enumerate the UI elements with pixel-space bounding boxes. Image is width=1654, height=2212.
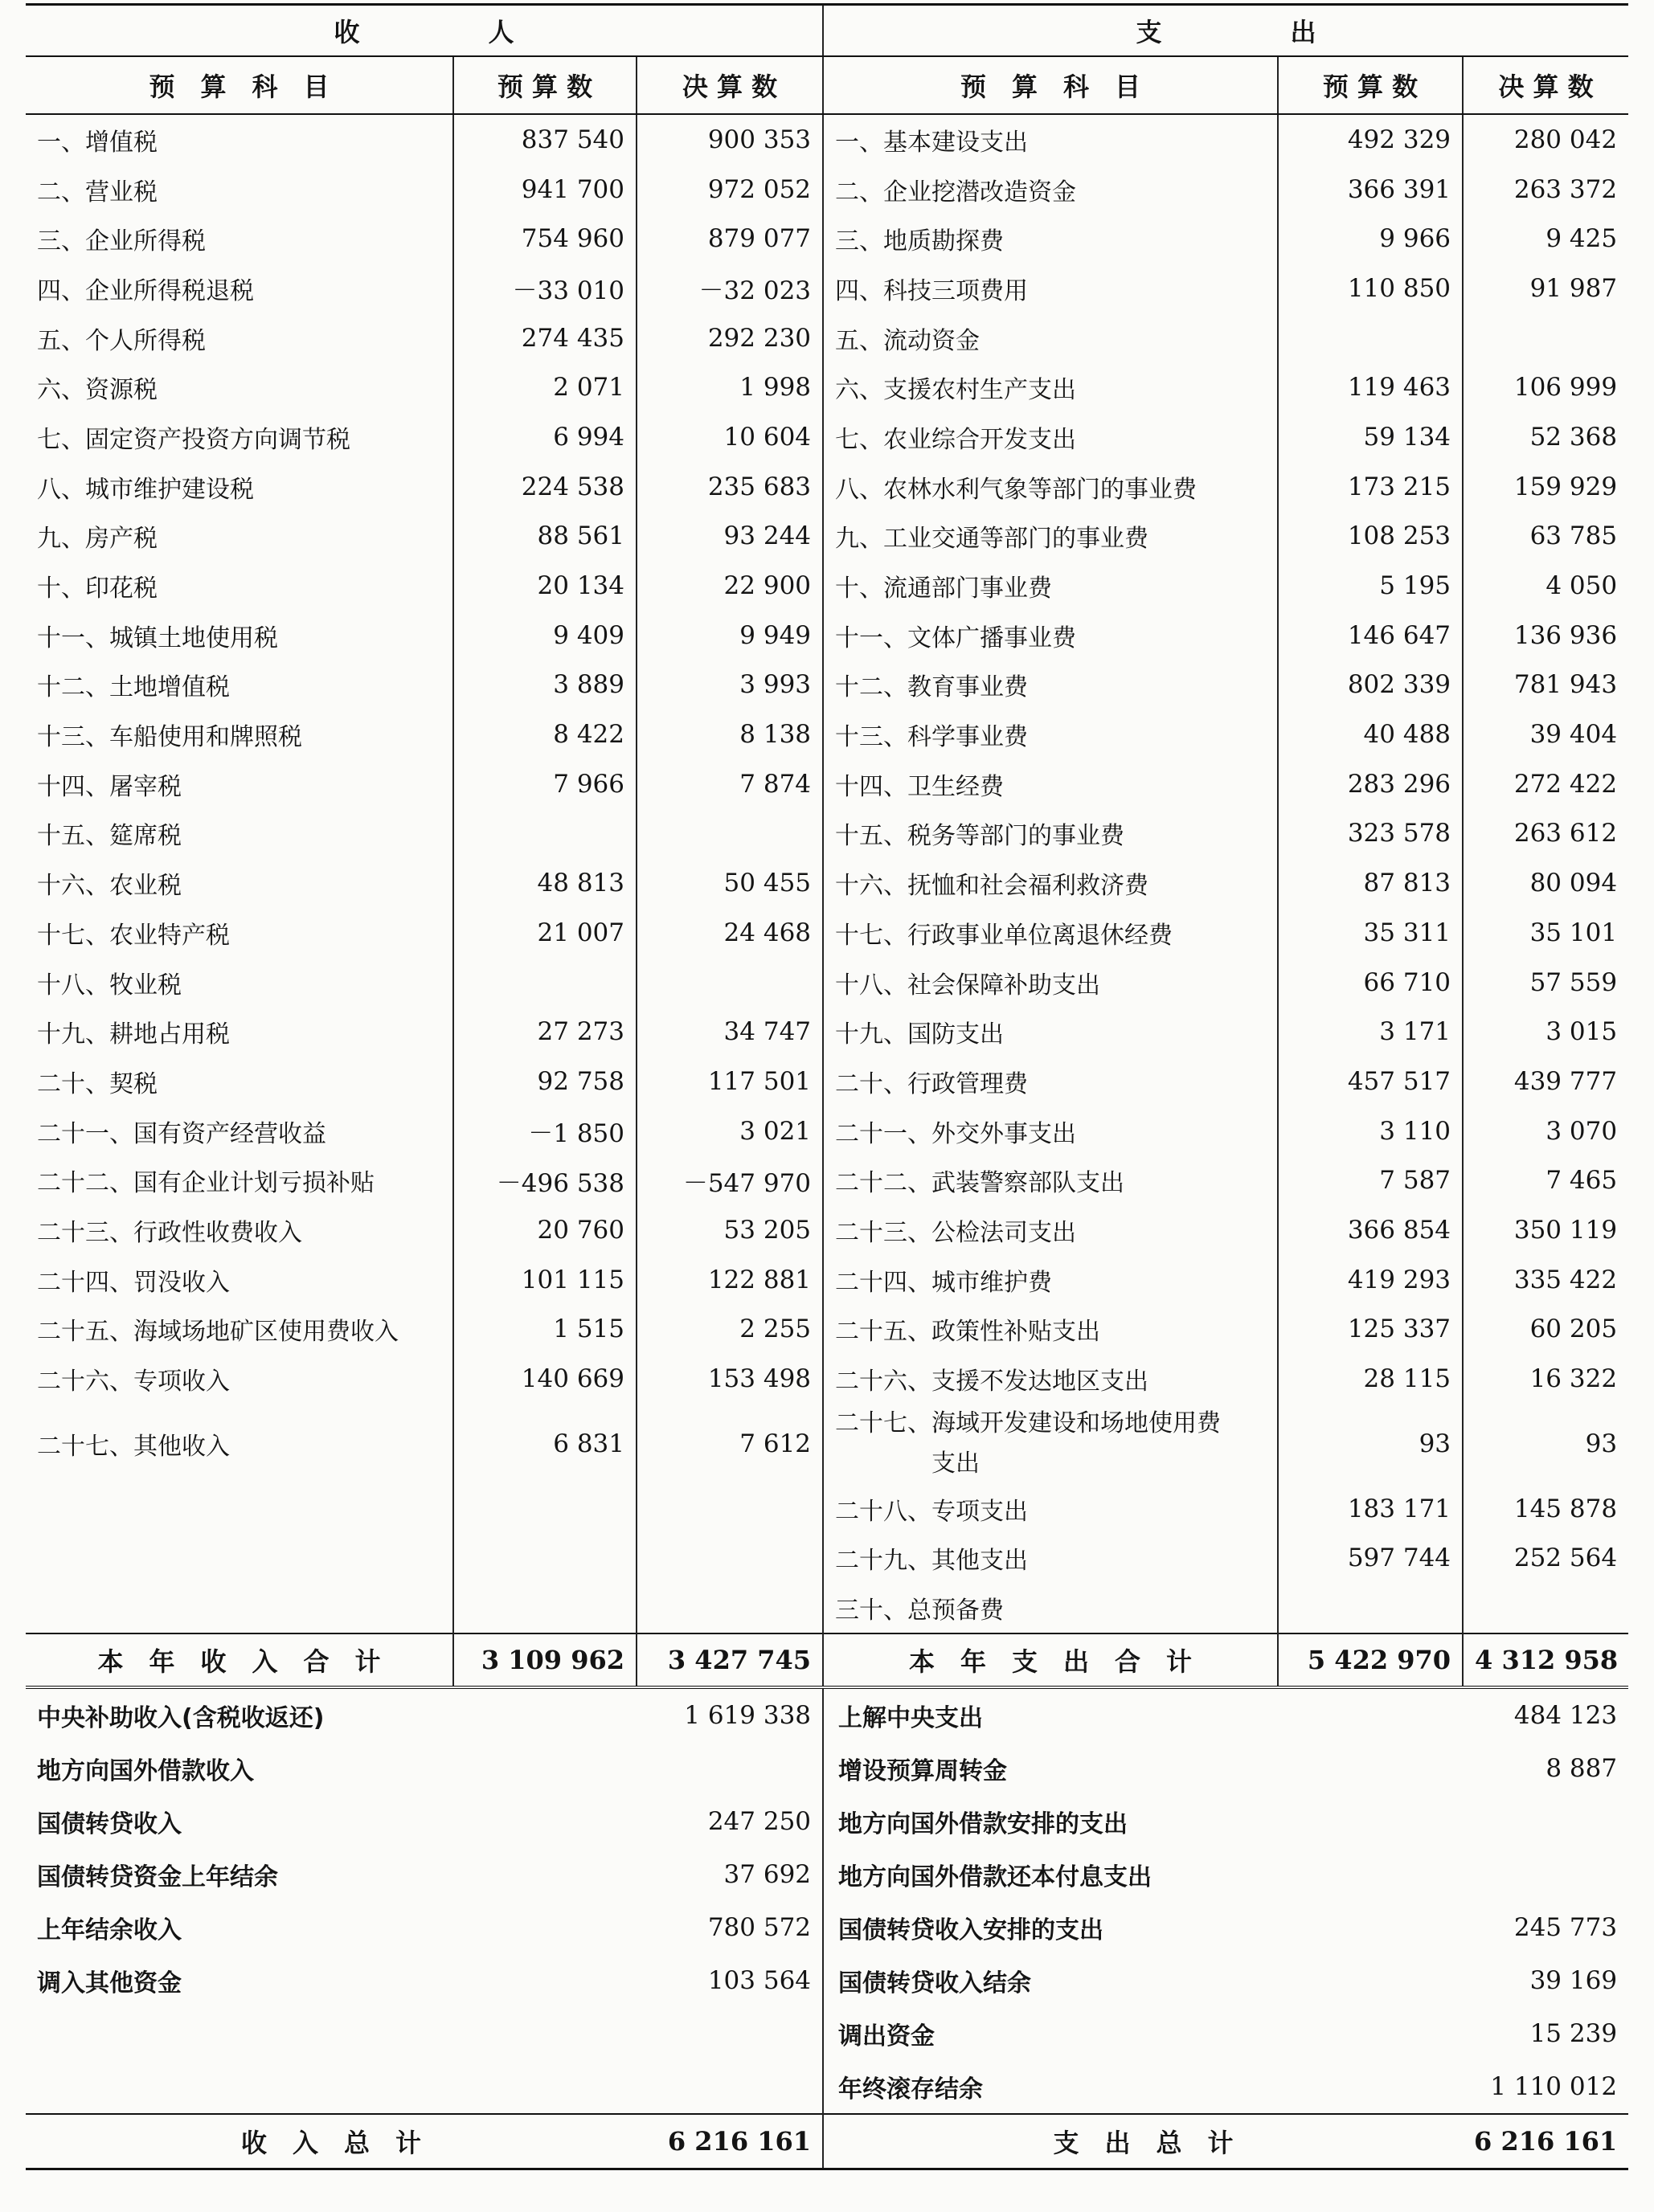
expense-item: 二十五、政策性补贴支出	[823, 1305, 1278, 1355]
table-row	[26, 1354, 1628, 1404]
expense-item: 二十六、支援不发达地区支出	[823, 1354, 1278, 1404]
expense-item: 二十三、公检法司支出	[823, 1205, 1278, 1255]
table-row	[26, 709, 1628, 759]
income-item: 二十四、罚没收入	[26, 1255, 453, 1305]
expense-budget-value: 146 647	[1278, 611, 1463, 660]
expense-budget-value: 183 171	[1278, 1484, 1463, 1534]
income-item: 二十三、行政性收费收入	[26, 1205, 453, 1255]
income-budget-value: 8 422	[453, 709, 637, 759]
table-row	[26, 313, 1628, 363]
expense-budget-value: 28 115	[1278, 1354, 1463, 1404]
expense-final-value: 52 368	[1529, 422, 1618, 452]
income-item: 十六、农业税	[26, 858, 453, 908]
income-item: 二十一、国有资产经营收益	[26, 1106, 453, 1156]
expense-final-value: 159 929	[1513, 472, 1618, 501]
table-row	[26, 1155, 1628, 1205]
table-row	[26, 264, 1628, 313]
expense-final-value: 39 404	[1529, 720, 1618, 750]
expense-final-value: 136 936	[1513, 620, 1618, 650]
expense-final-value: 272 422	[1513, 769, 1618, 799]
expense-item: 十九、国防支出	[823, 1007, 1278, 1057]
income-budget-value	[453, 1534, 637, 1584]
expense-budget-value: 87 813	[1278, 858, 1463, 908]
income-final-value	[637, 1484, 823, 1534]
table-row	[26, 2007, 1628, 2060]
expense-budget-value: 108 253	[1278, 512, 1463, 562]
income-final-value	[637, 1583, 823, 1633]
income-budget-value: 837 540	[453, 114, 637, 165]
expense-budget-value	[1278, 1583, 1463, 1633]
expense-item: 地方向国外借款还本付息支出	[838, 1862, 1152, 1891]
income-final-value: 292 230	[637, 313, 823, 363]
expense-item: 十五、税务等部门的事业费	[823, 809, 1278, 859]
expense-item: 十四、卫生经费	[823, 759, 1278, 809]
table-row	[26, 908, 1628, 958]
income-final-value: 1 998	[637, 362, 823, 412]
income-grand-total-label: 收 入 总 计	[26, 2114, 637, 2169]
expense-final-value: 93	[1585, 1429, 1618, 1458]
expense-final-value: 7 465	[1546, 1166, 1618, 1196]
expense-final-value: 39 169	[1529, 1965, 1618, 1995]
income-budget-value: 20 760	[453, 1205, 637, 1255]
income-final-value: 37 692	[637, 1848, 823, 1901]
income-budget-value	[453, 1484, 637, 1534]
expense-item: 六、支援农村生产支出	[823, 362, 1278, 412]
expense-budget-value: 125 337	[1278, 1305, 1463, 1355]
income-grand-total-value: 6 216 161	[637, 2114, 823, 2169]
header-column-row	[26, 56, 1628, 114]
expense-item: 上解中央支出	[838, 1703, 984, 1732]
table-row	[26, 1255, 1628, 1305]
expense-budget-value: 366 391	[1278, 165, 1463, 215]
income-final-value: 1 619 338	[637, 1687, 823, 1742]
expense-budget-value	[1278, 313, 1463, 363]
expense-item: 地方向国外借款安排的支出	[838, 1809, 1128, 1838]
expense-year-total-final: 4 312 958	[1463, 1633, 1628, 1687]
expense-item: 三十、总预备费	[823, 1583, 1278, 1633]
income-item: 六、资源税	[26, 362, 453, 412]
table-row	[26, 1106, 1628, 1156]
expense-final-value: 106 999	[1513, 373, 1618, 403]
income-final-value: 780 572	[637, 1901, 823, 1954]
table-row	[26, 1742, 1628, 1795]
expense-final-value: 781 943	[1513, 670, 1618, 700]
income-final-value: 7 612	[637, 1404, 823, 1484]
income-budget-value: 1 515	[453, 1305, 637, 1355]
expense-budget-header: 预 算 数	[1278, 56, 1463, 114]
income-item: 二十、契税	[26, 1057, 453, 1106]
income-budget-value: 27 273	[453, 1007, 637, 1057]
income-budget-value: 6 994	[453, 412, 637, 462]
income-final-value: 10 604	[637, 412, 823, 462]
expense-item: 三、地质勘探费	[823, 214, 1278, 264]
income-budget-value: 88 561	[453, 512, 637, 562]
income-item: 地方向国外借款收入	[37, 1756, 254, 1785]
table-row	[26, 1305, 1628, 1355]
table-row	[26, 809, 1628, 859]
expense-item: 二十八、专项支出	[823, 1484, 1278, 1534]
income-item: 二十七、其他收入	[26, 1404, 453, 1484]
expense-budget-value: 40 488	[1278, 709, 1463, 759]
income-final-value: 7 874	[637, 759, 823, 809]
income-final-value	[637, 1742, 823, 1795]
income-final-value: －32 023	[637, 264, 823, 313]
table-row	[26, 1901, 1628, 1954]
year-total-row	[26, 1633, 1628, 1687]
income-budget-value	[453, 809, 637, 859]
income-final-value: 3 021	[637, 1106, 823, 1156]
table-row	[26, 214, 1628, 264]
income-final-value: 22 900	[637, 561, 823, 611]
expense-budget-value: 9 966	[1278, 214, 1463, 264]
expense-item: 四、科技三项费用	[823, 264, 1278, 313]
income-budget-value: 754 960	[453, 214, 637, 264]
table-row	[26, 1795, 1628, 1848]
expense-final-value: 3 015	[1546, 1017, 1618, 1047]
table-row	[26, 611, 1628, 660]
income-item: 十八、牧业税	[26, 958, 453, 1008]
income-final-value	[637, 1534, 823, 1584]
table-row	[26, 462, 1628, 512]
budget-final-accounts-table	[26, 3, 1628, 2170]
table-row	[26, 1057, 1628, 1106]
income-final-value	[637, 809, 823, 859]
income-final-value: 50 455	[637, 858, 823, 908]
expense-item: 增设预算周转金	[838, 1756, 1008, 1785]
income-budget-value: 3 889	[453, 660, 637, 710]
expense-budget-value: 283 296	[1278, 759, 1463, 809]
income-budget-value: 140 669	[453, 1354, 637, 1404]
income-item: 调入其他资金	[37, 1969, 182, 1997]
expense-final-value: 3 070	[1546, 1116, 1618, 1146]
expense-budget-value: 3 110	[1278, 1106, 1463, 1156]
expense-budget-value: 110 850	[1278, 264, 1463, 313]
income-item	[26, 2060, 637, 2114]
income-budget-value: 2 071	[453, 362, 637, 412]
expense-budget-value: 7 587	[1278, 1155, 1463, 1205]
income-budget-value: 224 538	[453, 462, 637, 512]
expense-final-value	[1463, 1795, 1628, 1848]
expense-final-value: 484 123	[1513, 1700, 1618, 1730]
table-row	[26, 1954, 1628, 2007]
expense-year-total-budget: 5 422 970	[1278, 1633, 1463, 1687]
income-item: 上年结余收入	[37, 1916, 182, 1944]
expense-item: 二十一、外交外事支出	[823, 1106, 1278, 1156]
table-row	[26, 512, 1628, 562]
income-final-value: 235 683	[637, 462, 823, 512]
expense-header: 支 出	[823, 5, 1628, 57]
income-final-value: 9 949	[637, 611, 823, 660]
income-item: 国债转贷收入	[37, 1809, 182, 1838]
expense-budget-value: 366 854	[1278, 1205, 1463, 1255]
table-row	[26, 412, 1628, 462]
income-item: 二十六、专项收入	[26, 1354, 453, 1404]
income-budget-value: －496 538	[453, 1155, 637, 1205]
expense-final-value: 263 372	[1513, 174, 1618, 204]
expense-item: 十、流通部门事业费	[823, 561, 1278, 611]
income-item: 中央补助收入(含税收返还)	[37, 1703, 325, 1732]
expense-item: 五、流动资金	[823, 313, 1278, 363]
expense-item: 十六、抚恤和社会福利救济费	[823, 858, 1278, 908]
income-item: 十五、筵席税	[26, 809, 453, 859]
grand-total-row	[26, 2114, 1628, 2169]
income-final-value: －547 970	[637, 1155, 823, 1205]
table-row	[26, 1007, 1628, 1057]
income-item: 一、增值税	[26, 114, 453, 165]
income-item	[26, 2007, 637, 2060]
income-item: 二十五、海域场地矿区使用费收入	[26, 1305, 453, 1355]
income-final-value: 3 993	[637, 660, 823, 710]
expense-item: 十七、行政事业单位离退休经费	[823, 908, 1278, 958]
expense-final-value: 350 119	[1513, 1215, 1618, 1245]
expense-item: 二十、行政管理费	[823, 1057, 1278, 1106]
expense-item: 十二、教育事业费	[823, 660, 1278, 710]
table-row	[26, 958, 1628, 1008]
expense-final-value: 35 101	[1529, 918, 1618, 947]
income-budget-value: 101 115	[453, 1255, 637, 1305]
expense-final-value	[1463, 313, 1628, 363]
income-final-value: 117 501	[637, 1057, 823, 1106]
table-row	[26, 362, 1628, 412]
expense-item: 九、工业交通等部门的事业费	[823, 512, 1278, 562]
expense-final-value: 252 564	[1513, 1543, 1618, 1573]
table-row	[26, 1848, 1628, 1901]
expense-final-value: 145 878	[1513, 1494, 1618, 1523]
expense-budget-value: 3 171	[1278, 1007, 1463, 1057]
expense-final-value: 439 777	[1513, 1066, 1618, 1096]
income-item	[26, 1534, 453, 1584]
expense-final-value: 9 425	[1546, 224, 1618, 254]
income-item: 三、企业所得税	[26, 214, 453, 264]
income-final-value: 879 077	[637, 214, 823, 264]
income-final-value: 972 052	[637, 165, 823, 215]
table-row	[26, 2060, 1628, 2114]
expense-item: 十八、社会保障补助支出	[823, 958, 1278, 1008]
expense-item-line1: 二十七、海域开发建设和场地使用费	[835, 1409, 1222, 1437]
income-item: 十二、土地增值税	[26, 660, 453, 710]
expense-item-header: 预 算 科 目	[823, 56, 1278, 114]
income-budget-value: 21 007	[453, 908, 637, 958]
expense-final-value: 91 987	[1529, 273, 1618, 303]
expense-budget-value: 59 134	[1278, 412, 1463, 462]
income-item: 二十二、国有企业计划亏损补贴	[26, 1155, 453, 1205]
expense-final-value: 245 773	[1513, 1912, 1618, 1942]
expense-budget-value: 66 710	[1278, 958, 1463, 1008]
income-item: 十九、耕地占用税	[26, 1007, 453, 1057]
income-final-value: 122 881	[637, 1255, 823, 1305]
expense-item-line2: 支出	[931, 1449, 981, 1478]
expense-budget-value: 5 195	[1278, 561, 1463, 611]
expense-final-value	[1463, 1848, 1628, 1901]
expense-budget-value: 802 339	[1278, 660, 1463, 710]
income-budget-value: 7 966	[453, 759, 637, 809]
income-final-header: 决 算 数	[637, 56, 823, 114]
income-item: 八、城市维护建设税	[26, 462, 453, 512]
expense-final-value: 15 239	[1529, 2018, 1618, 2048]
income-item: 十七、农业特产税	[26, 908, 453, 958]
expense-final-value: 263 612	[1513, 819, 1618, 848]
income-item: 十一、城镇土地使用税	[26, 611, 453, 660]
income-year-total-budget: 3 109 962	[453, 1633, 637, 1687]
expense-final-value: 80 094	[1529, 869, 1618, 898]
expense-item: 十一、文体广播事业费	[823, 611, 1278, 660]
income-item	[26, 1484, 453, 1534]
income-budget-value: 941 700	[453, 165, 637, 215]
income-final-value: 8 138	[637, 709, 823, 759]
income-budget-value: 20 134	[453, 561, 637, 611]
expense-item: 十三、科学事业费	[823, 709, 1278, 759]
income-item	[26, 1583, 453, 1633]
income-year-total-label: 本 年 收 入 合 计	[26, 1633, 453, 1687]
table-row	[26, 1484, 1628, 1534]
expense-final-value: 335 422	[1513, 1265, 1618, 1294]
expense-year-total-label: 本 年 支 出 合 计	[823, 1633, 1278, 1687]
expense-grand-total-value: 6 216 161	[1463, 2114, 1628, 2169]
income-year-total-final: 3 427 745	[637, 1633, 823, 1687]
expense-final-header: 决 算 数	[1463, 56, 1628, 114]
expense-item: 二十四、城市维护费	[823, 1255, 1278, 1305]
income-item: 十四、屠宰税	[26, 759, 453, 809]
income-final-value: 103 564	[637, 1954, 823, 2007]
table-row	[26, 660, 1628, 710]
income-budget-value: 9 409	[453, 611, 637, 660]
income-budget-value: －1 850	[453, 1106, 637, 1156]
expense-final-value: 8 887	[1546, 1753, 1618, 1783]
income-budget-value: 274 435	[453, 313, 637, 363]
header-section-row	[26, 5, 1628, 57]
income-item: 五、个人所得税	[26, 313, 453, 363]
table-row	[26, 1404, 1628, 1484]
income-budget-value	[453, 1583, 637, 1633]
table-row	[26, 561, 1628, 611]
expense-budget-value: 119 463	[1278, 362, 1463, 412]
expense-item: 一、基本建设支出	[823, 114, 1278, 165]
income-budget-value: 48 813	[453, 858, 637, 908]
expense-item: 二、企业挖潜改造资金	[823, 165, 1278, 215]
table-row	[26, 1205, 1628, 1255]
table-row	[26, 858, 1628, 908]
expense-item: 二十二、武装警察部队支出	[823, 1155, 1278, 1205]
expense-item: 调出资金	[838, 2022, 935, 2050]
table-row	[26, 1687, 1628, 1742]
expense-item: 国债转贷收入结余	[838, 1969, 1032, 1997]
expense-budget-value: 492 329	[1278, 114, 1463, 165]
expense-item: 国债转贷收入安排的支出	[838, 1916, 1104, 1944]
table-row	[26, 165, 1628, 215]
table-row	[26, 1534, 1628, 1584]
income-final-value: 53 205	[637, 1205, 823, 1255]
table-row	[26, 114, 1628, 165]
income-budget-value: 92 758	[453, 1057, 637, 1106]
income-final-value: 93 244	[637, 512, 823, 562]
expense-budget-value: 93	[1278, 1404, 1463, 1484]
expense-final-value	[1463, 1583, 1628, 1633]
expense-item: 八、农林水利气象等部门的事业费	[823, 462, 1278, 512]
expense-budget-value: 323 578	[1278, 809, 1463, 859]
expense-item	[823, 1404, 1278, 1484]
income-item: 七、固定资产投资方向调节税	[26, 412, 453, 462]
income-final-value	[637, 958, 823, 1008]
expense-final-value: 16 322	[1529, 1364, 1618, 1394]
expense-item: 七、农业综合开发支出	[823, 412, 1278, 462]
table-row	[26, 1583, 1628, 1633]
income-budget-value: 6 831	[453, 1404, 637, 1484]
income-item: 九、房产税	[26, 512, 453, 562]
expense-budget-value: 457 517	[1278, 1057, 1463, 1106]
income-item: 四、企业所得税退税	[26, 264, 453, 313]
table-row	[26, 759, 1628, 809]
income-budget-value	[453, 958, 637, 1008]
income-item-header: 预 算 科 目	[26, 56, 453, 114]
expense-budget-value: 173 215	[1278, 462, 1463, 512]
expense-budget-value: 419 293	[1278, 1255, 1463, 1305]
expense-final-value: 63 785	[1529, 521, 1618, 551]
expense-grand-total-label: 支 出 总 计	[823, 2114, 1463, 2169]
income-budget-value: －33 010	[453, 264, 637, 313]
income-final-value: 153 498	[637, 1354, 823, 1404]
income-final-value: 34 747	[637, 1007, 823, 1057]
income-item: 二、营业税	[26, 165, 453, 215]
expense-budget-value: 35 311	[1278, 908, 1463, 958]
income-item: 十三、车船使用和牌照税	[26, 709, 453, 759]
income-final-value: 2 255	[637, 1305, 823, 1355]
expense-item: 二十九、其他支出	[823, 1534, 1278, 1584]
expense-final-value: 280 042	[1513, 125, 1618, 154]
expense-final-value: 57 559	[1529, 967, 1618, 997]
expense-final-value: 1 110 012	[1490, 2071, 1618, 2101]
income-header: 收 人	[26, 5, 823, 57]
expense-final-value: 4 050	[1546, 571, 1618, 601]
income-item: 国债转贷资金上年结余	[37, 1862, 278, 1891]
income-final-value: 24 468	[637, 908, 823, 958]
income-budget-header: 预 算 数	[453, 56, 637, 114]
income-final-value: 247 250	[637, 1795, 823, 1848]
expense-budget-value: 597 744	[1278, 1534, 1463, 1584]
income-final-value	[637, 2060, 823, 2114]
expense-item: 年终滚存结余	[838, 2075, 984, 2104]
income-final-value: 900 353	[637, 114, 823, 165]
income-item: 十、印花税	[26, 561, 453, 611]
expense-final-value: 60 205	[1529, 1315, 1618, 1344]
income-final-value	[637, 2007, 823, 2060]
